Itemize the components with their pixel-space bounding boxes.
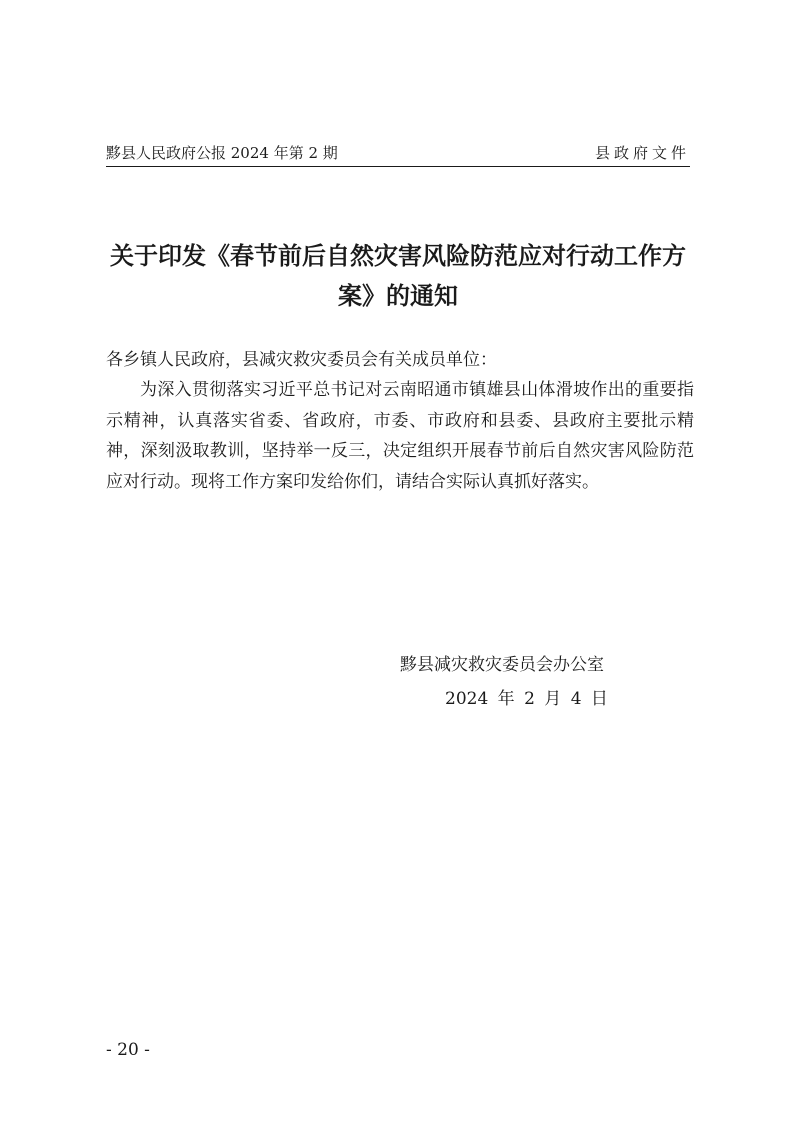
salutation: 各乡镇人民政府，县减灾救灾委员会有关成员单位： [106, 350, 497, 370]
document-category: 县政府文件 [594, 144, 690, 162]
page-header [106, 140, 690, 164]
document-title: 关于印发《春节前后自然灾害风险防范应对行动工作方案》的通知 [110, 242, 686, 310]
header-divider [106, 166, 690, 167]
body-paragraph: 为深入贯彻落实习近平总书记对云南昭通市镇雄县山体滑坡作出的重要指示精神，认真落实省委、省政府，市委、市政府和县委、县政府主要批示精神，深刻汲取教训，坚持举一反三，决定组织开展春节前后自然灾害风险防范应对行动。现将工作方案印发给你们，请结合实际认真抓好落实。 [106, 380, 694, 492]
publication-title: 黟县人民政府公报 2024 年第 2 期 [106, 144, 338, 162]
page-number: - 20 - [106, 1040, 150, 1060]
issue-date: 2024 年 2 月 4 日 [445, 689, 608, 709]
issuer-signature: 黟县减灾救灾委员会办公室 [400, 655, 604, 675]
